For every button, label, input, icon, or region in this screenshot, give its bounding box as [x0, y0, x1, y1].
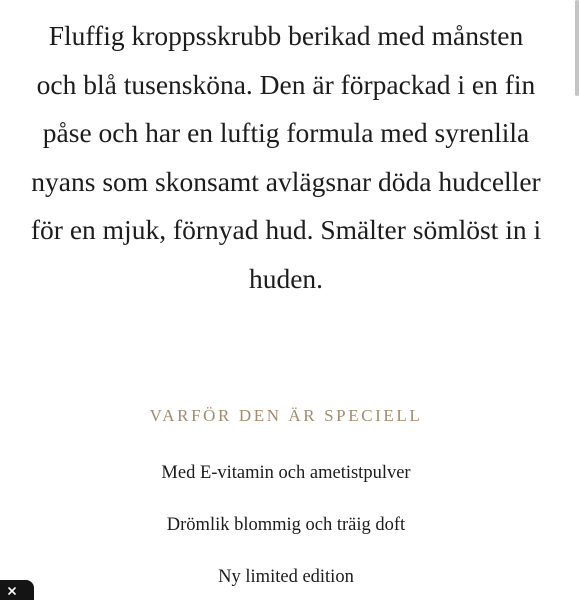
scrollbar-thumb[interactable] — [575, 0, 579, 96]
close-icon — [8, 587, 16, 595]
feature-item: Drömlik blommig och träig doft — [166, 515, 406, 535]
feature-list — [0, 460, 572, 600]
product-description: Fluffig kroppsskrubb berikad med månsten och blå tusensköna. Den är förpackad i en fin påse och har en luftig formula med syrenlila nyans som skonsamt avlägsnar döda hudceller för en mjuk, förnyad hud. Smälter sömlöst in i huden. — [30, 20, 542, 294]
why-special-heading: VARFÖR DEN ÄR SPECIELL — [149, 406, 423, 425]
feature-item: Med E-vitamin och ametistpulver — [161, 463, 411, 483]
feature-item: Ny limited edition — [218, 567, 354, 587]
close-button[interactable] — [0, 580, 34, 600]
scrollbar[interactable] — [572, 0, 581, 600]
